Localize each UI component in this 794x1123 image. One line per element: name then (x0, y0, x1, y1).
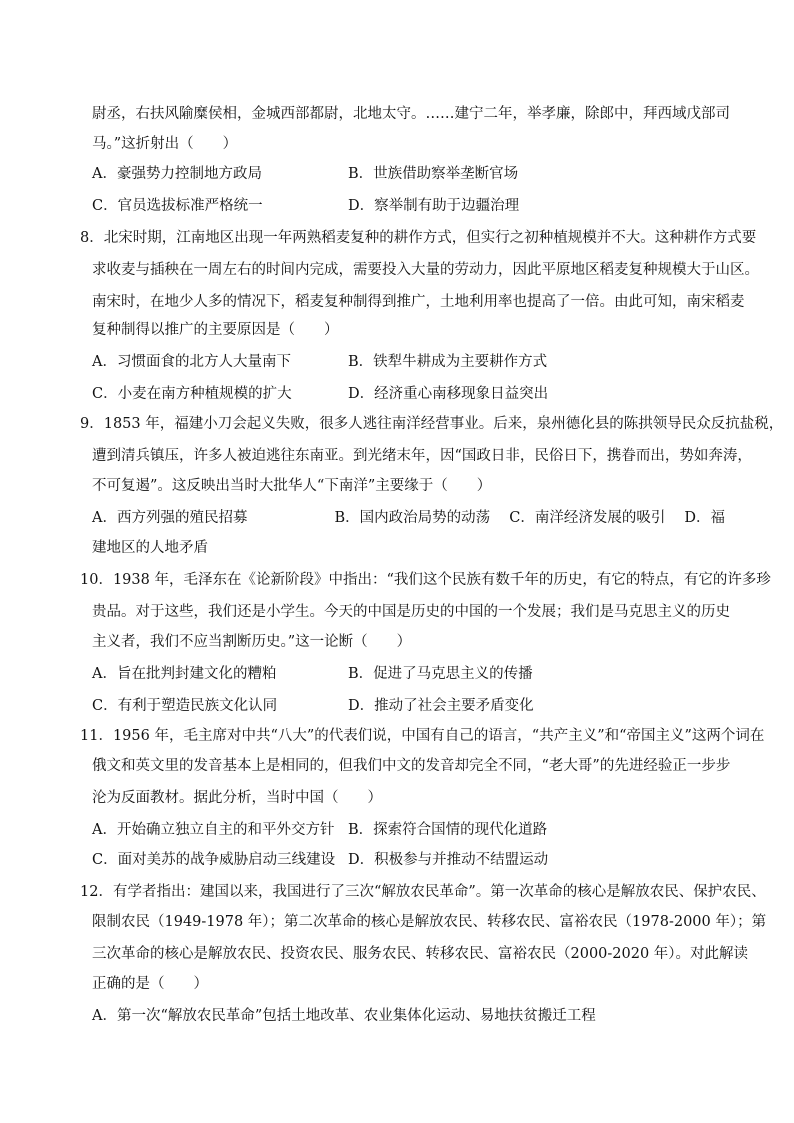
q11-option-d: D．积极参与并推动不结盟运动 (348, 852, 549, 868)
q11-stem-line-1: 11．1956 年，毛主席对中共“八大”的代表们说，中国有自己的语言，“共产主义”和“帝国主义”这两个词在 (80, 728, 765, 744)
q11-option-b: B．探索符合国情的现代化道路 (348, 822, 548, 838)
q8-option-d: D．经济重心南移现象日益突出 (348, 386, 549, 402)
q10-stem-line-3: 主义者，我们不应当割断历史。”这一论断（ ） (92, 634, 412, 650)
q8-option-a: A．习惯面食的北方人大量南下 (92, 354, 291, 370)
q8-stem-line-1: 8．北宋时期，江南地区出现一年两熟稻麦复种的耕作方式，但实行之初种植规模并不大。这种耕作方式要 (80, 230, 757, 246)
q11-stem-line-2: 俄文和英文里的发音基本上是相同的，但我们中文的发音却完全不同，“老大哥”的先进经验正一步步 (92, 758, 731, 774)
q11-option-a: A．开始确立独立自主的和平外交方针 (92, 822, 335, 838)
q10-option-c: C．有利于塑造民族文化认同 (92, 698, 278, 714)
q12-stem-line-4: 正确的是（ ） (92, 976, 208, 992)
q8-stem-line-3: 南宋时，在地少人多的情况下，稻麦复种制得到推广，土地利用率也提高了一倍。由此可知，南宋稻麦 (92, 294, 745, 310)
q8-stem-line-4: 复种制得以推广的主要原因是（ ） (92, 322, 339, 338)
q8-option-b: B．铁犁牛耕成为主要耕作方式 (348, 354, 548, 370)
q11-option-c: C．面对美苏的战争威胁启动三线建设 (92, 852, 336, 868)
q7-option-c: C．官员选拔标准严格统一 (92, 198, 263, 214)
q7-option-d: D．察举制有助于边疆治理 (348, 198, 520, 214)
q9-options-line-2: 建地区的人地矛盾 (92, 540, 208, 556)
q9-options-line-1: A．西方列强的殖民招募 B．国内政治局势的动荡 C．南洋经济发展的吸引 D．福 (92, 510, 726, 526)
q7-stem-line-1: 尉丞，右扶风隃糜侯相，金城西部都尉，北地太守。……建宁二年，举孝廉，除郎中，拜西域戊部司 (92, 106, 730, 122)
q10-option-d: D．推动了社会主要矛盾变化 (348, 698, 534, 714)
q10-stem-line-1: 10．1938 年，毛泽东在《论新阶段》中指出：“我们这个民族有数千年的历史，有它的特点，有它的许多珍 (80, 572, 771, 588)
q8-option-c: C．小麦在南方种植规模的扩大 (92, 386, 292, 402)
q12-stem-line-3: 三次革命的核心是解放农民、投资农民、服务农民、转移农民、富裕农民（2000-2020 年）。对此解读 (92, 946, 749, 962)
q11-stem-line-3: 沦为反面教材。据此分析，当时中国（ ） (92, 790, 382, 806)
q10-stem-line-2: 贵品。对于这些，我们还是小学生。今天的中国是历史的中国的一个发展；我们是马克思主义的历史 (92, 604, 730, 620)
q7-option-b: B．世族借助察举垄断官场 (348, 166, 519, 182)
q12-stem-line-1: 12．有学者指出：建国以来，我国进行了三次“解放农民革命”。第一次革命的核心是解放农民、保护农民、 (80, 884, 766, 900)
q7-stem-line-2: 马。”这折射出（ ） (92, 136, 238, 152)
q12-option-a: A．第一次“解放农民革命”包括土地改革、农业集体化运动、易地扶贫搬迁工程 (92, 1008, 596, 1024)
q9-stem-line-1: 9．1853 年，福建小刀会起义失败，很多人逃往南洋经营事业。后来，泉州德化县的陈拱领导民众反抗盐税， (80, 416, 784, 432)
q9-stem-line-2: 遭到清兵镇压，许多人被迫逃往东南亚。到光绪末年，因“国政日非，民俗日下，携眷而出，势如奔涛， (92, 448, 752, 464)
q8-stem-line-2: 求收麦与插秧在一周左右的时间内完成，需要投入大量的劳动力，因此平原地区稻麦复种规模大于山区。 (92, 262, 759, 278)
q9-stem-line-3: 不可复遏”。这反映出当时大批华人“下南洋”主要缘于（ ） (92, 478, 492, 494)
q10-option-a: A．旨在批判封建文化的糟粕 (92, 666, 277, 682)
q7-option-a: A．豪强势力控制地方政局 (92, 166, 262, 182)
q12-stem-line-2: 限制农民（1949-1978 年）；第二次革命的核心是解放农民、转移农民、富裕农民（1978-2000 年）；第 (92, 914, 767, 930)
q10-option-b: B．促进了马克思主义的传播 (348, 666, 533, 682)
